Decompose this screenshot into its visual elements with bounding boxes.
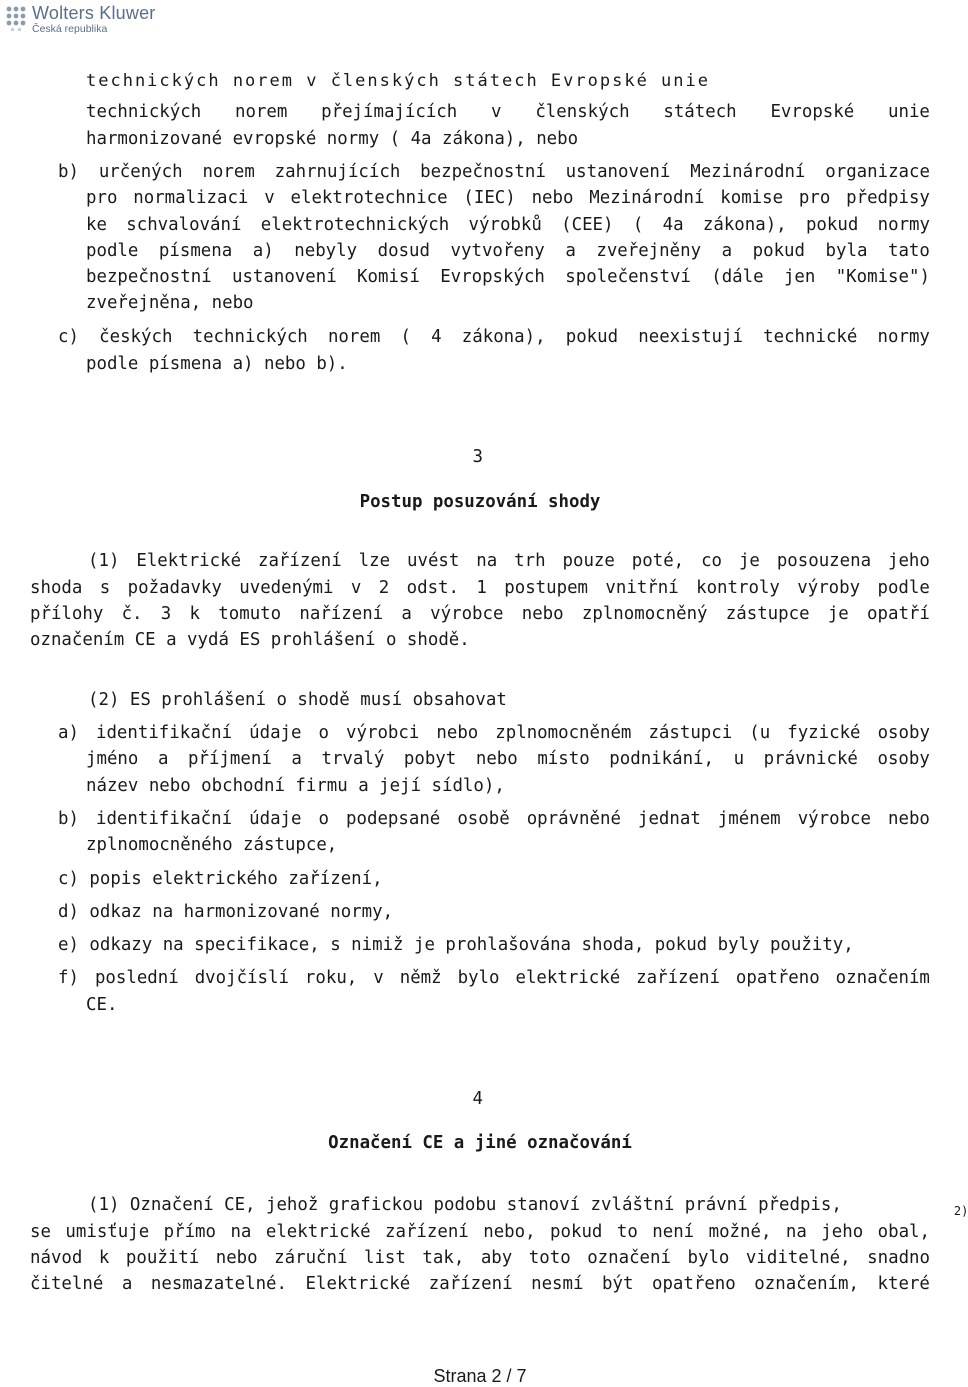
item-a-line-2: harmonizované evropské normy ( 4a zákona), nebo: [86, 129, 579, 149]
section-4-title: Označení CE a jiné označování: [328, 1133, 632, 1153]
item-a-line-1: technických norem přejímajících v členských státech Evropské unie: [86, 102, 930, 122]
item-c-line-2: podle písmena a) nebo b).: [86, 354, 348, 374]
s3-item-a-line-3: název nebo obchodní firmu a její sídlo),: [86, 776, 505, 796]
s3-item-f-line-2: CE.: [86, 995, 118, 1015]
page-number: Strana 2 / 7: [433, 1366, 527, 1386]
s3-item-d: d) odkaz na harmonizované normy,: [58, 902, 394, 922]
s3-item-e: e) odkazy na specifikace, s nimiž je prohlašována shoda, pokud byly použity,: [58, 935, 854, 955]
publisher-logo: [4, 4, 156, 35]
item-b-line-2: pro normalizaci v elektrotechnice (IEC) nebo Mezinárodní komise pro předpisy: [86, 188, 930, 208]
item-b-line-4: podle písmena a) nebyly dosud vytvořeny a zveřejněny a pokud byla tato: [86, 241, 930, 261]
s3-p1-line-3: přílohy č. 3 k tomuto nařízení a výrobce nebo zplnomocněný zástupce je opatří: [30, 604, 930, 624]
item-b-line-6: zveřejněna, nebo: [86, 293, 254, 313]
s3-p2-intro: (2) ES prohlášení o shodě musí obsahovat: [88, 690, 507, 710]
s3-item-a-line-2: jméno a příjmení a trvalý pobyt nebo místo podnikání, u právnické osoby: [86, 749, 930, 769]
s3-p1-line-4: označením CE a vydá ES prohlášení o shodě.: [30, 630, 470, 650]
s3-item-b-line-1: b) identifikační údaje o podepsané osobě oprávněné jednat jménem výrobce nebo: [58, 809, 930, 829]
brand-region: Česká republika: [32, 23, 108, 35]
s3-p1-line-1: (1) Elektrické zařízení lze uvést na trh pouze poté, co je posouzena jeho: [88, 551, 930, 571]
s4-p1-line-3: návod k použití nebo záruční list tak, aby toto označení bylo viditelné, snadno: [30, 1248, 930, 1268]
s4-p1-line-1: (1) Označení CE, jehož grafickou podobu stanoví zvláštní právní předpis,: [88, 1195, 842, 1215]
section-4-number: 4: [462, 1089, 483, 1109]
s4-p1-line-2: se umisťuje přímo na elektrické zařízení nebo, pokud to není možné, na jeho obal,: [30, 1222, 930, 1242]
item-c-line-1: c) českých technických norem ( 4 zákona), pokud neexistují technické normy: [58, 327, 930, 347]
s4-p1-line-4: čitelné a nesmazatelné. Elektrické zařízení nesmí být opatřeno označením, které: [30, 1274, 930, 1294]
section-3-number: 3: [462, 447, 483, 467]
brand-name: Wolters Kluwer: [32, 3, 156, 23]
s3-p1-line-2: shoda s požadavky uvedenými v 2 odst. 1 postupem vnitřní kontroly výroby podle: [30, 578, 930, 598]
item-b-line-1: b) určených norem zahrnujících bezpečnostní ustanovení Mezinárodní organizace: [58, 162, 930, 182]
section-3-title: Postup posuzování shody: [359, 492, 601, 512]
item-b-line-5: bezpečnostní ustanovení Komisí Evropských společenství (dále jen "Komise"): [86, 267, 930, 287]
item-b-line-3: ke schvalování elektrotechnických výrobků (CEE) ( 4a zákona), pokud normy: [86, 215, 930, 235]
cut-off-line: technických norem v členských státech Evropské unie: [86, 71, 710, 91]
s3-item-a-line-1: a) identifikační údaje o výrobci nebo zplnomocněném zástupci (u fyzické osoby: [58, 723, 930, 743]
s3-item-b-line-2: zplnomocněného zástupce,: [86, 835, 338, 855]
s3-item-f-line-1: f) poslední dvojčíslí roku, v němž bylo elektrické zařízení opatřeno označením: [58, 968, 930, 988]
wolters-kluwer-logo-icon: [4, 4, 28, 34]
footnote-reference: 2): [953, 1204, 968, 1219]
s3-item-c: c) popis elektrického zařízení,: [58, 869, 383, 889]
